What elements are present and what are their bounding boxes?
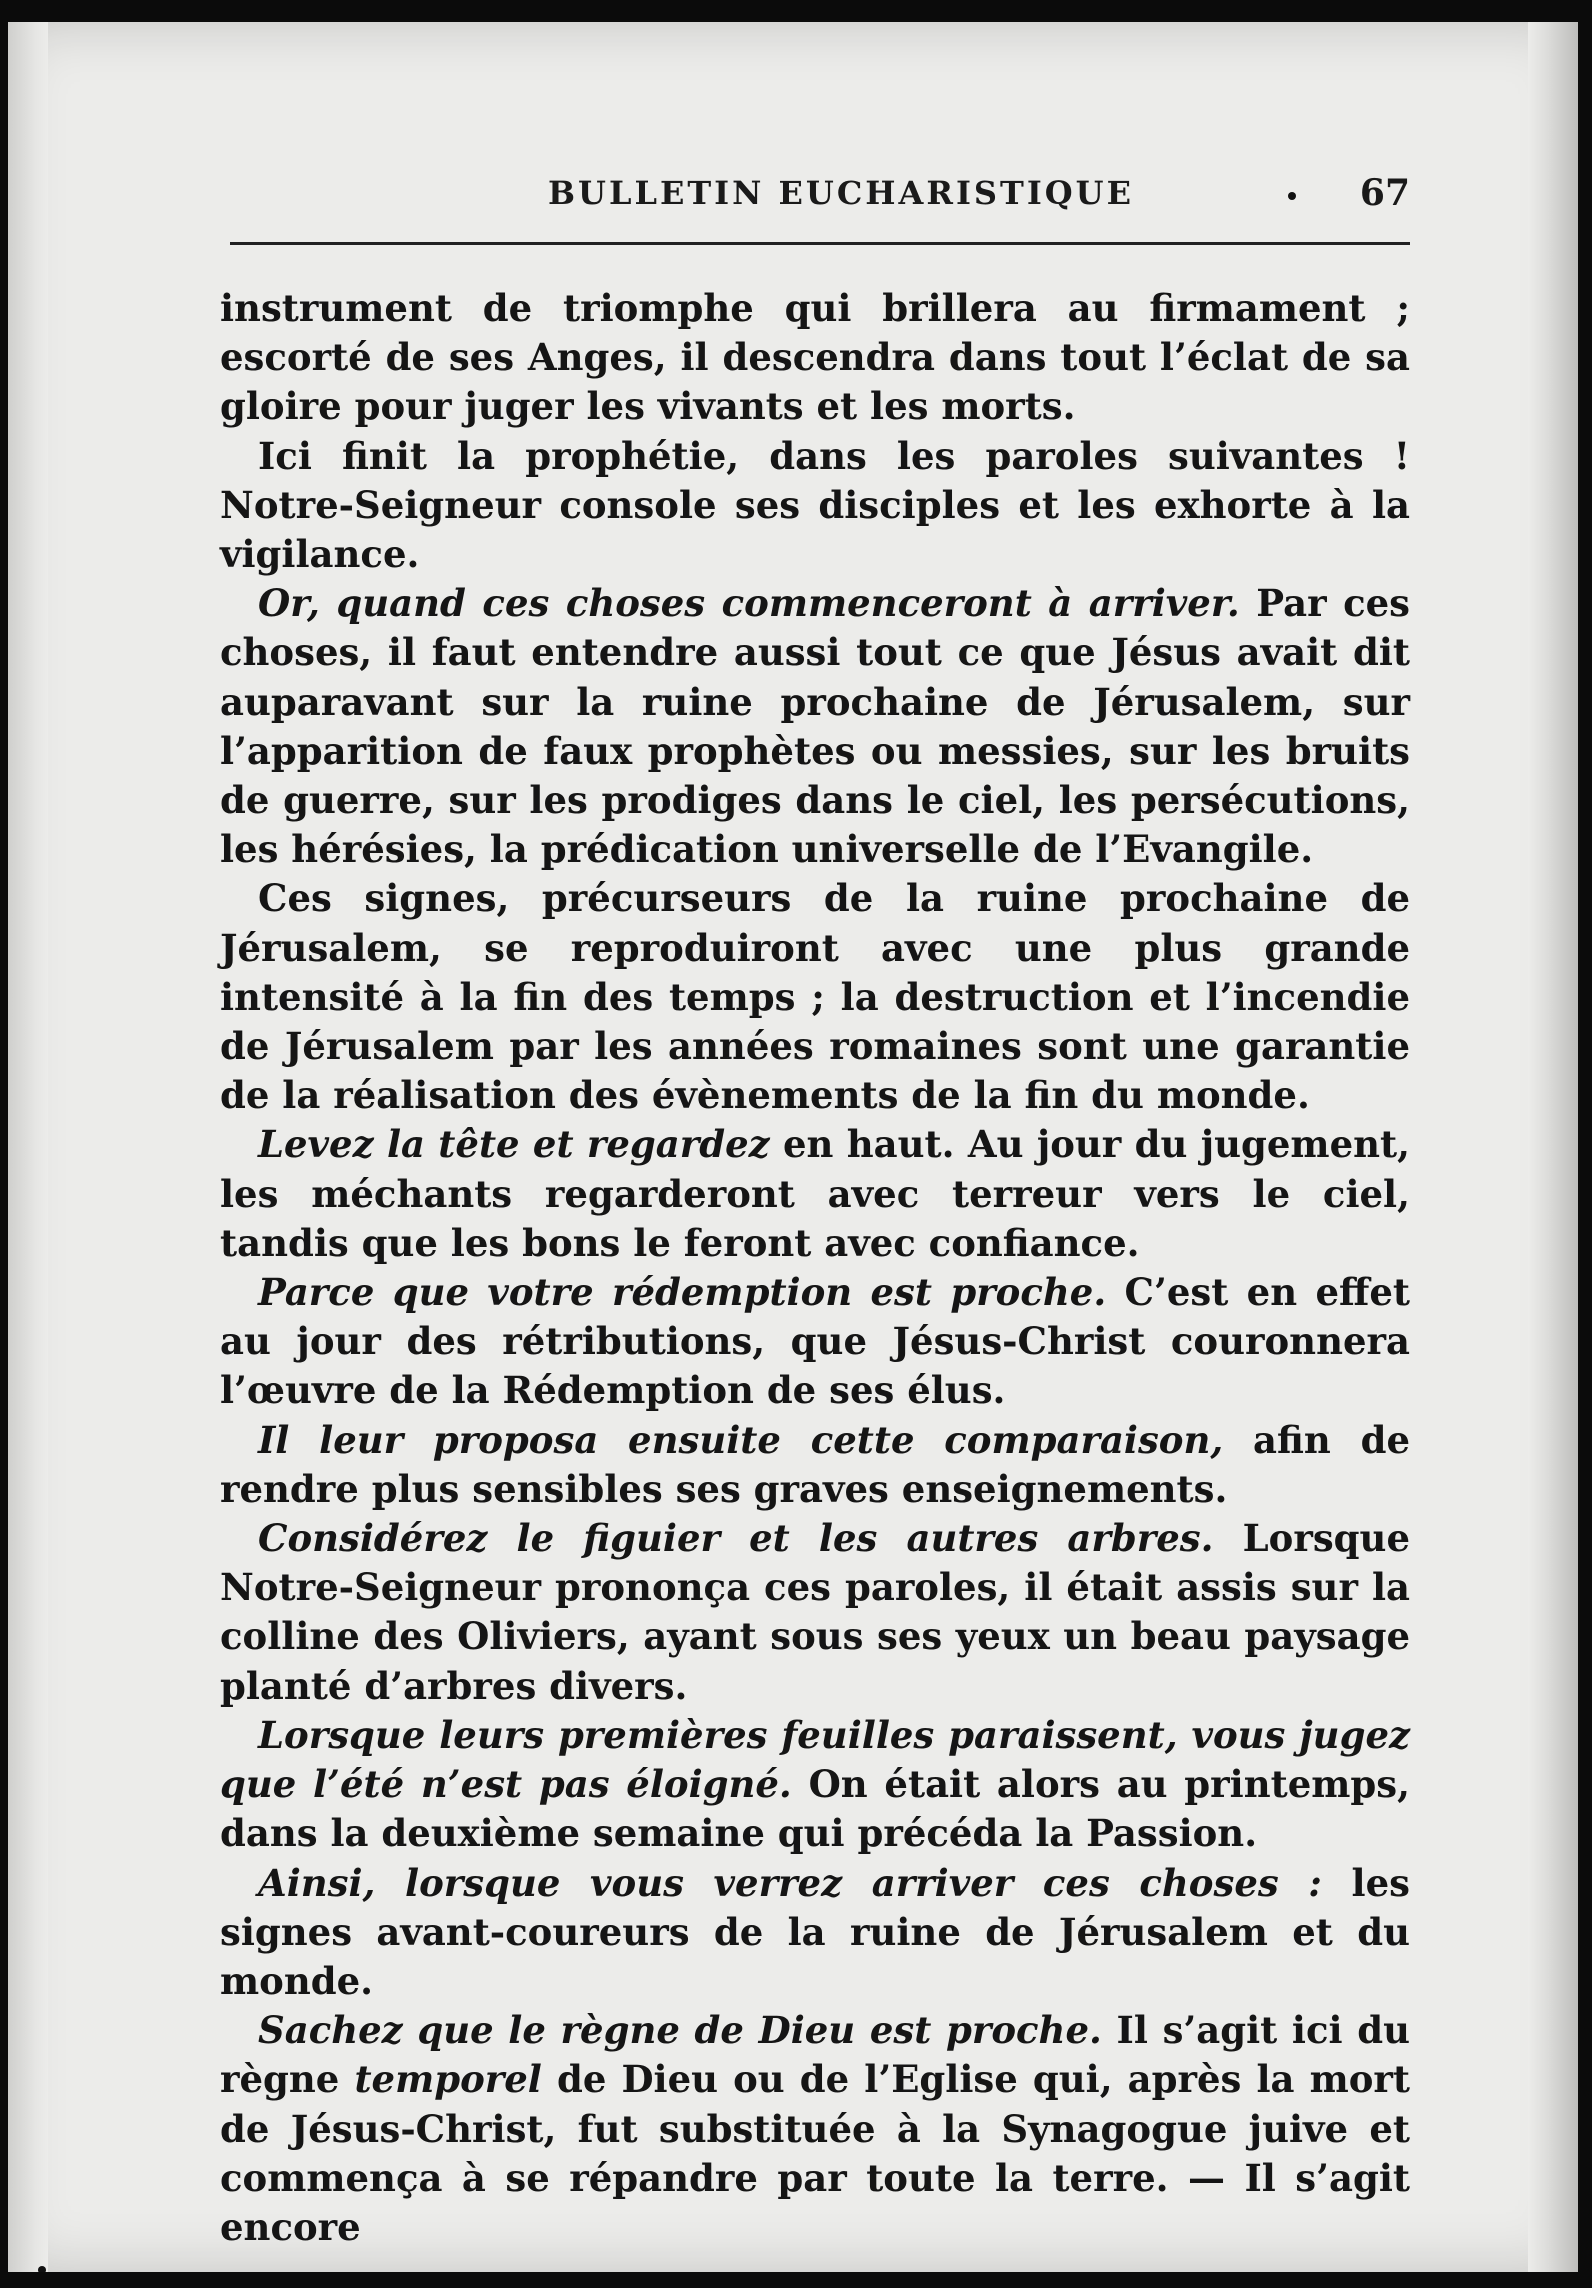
paragraph-2	[220, 432, 1410, 580]
page-header	[230, 150, 1410, 214]
paragraph-text: Par ces choses, il faut entendre aussi tout ce que Jésus avait dit auparavant sur la ruine prochaine de Jérusalem, sur l’apparition de faux prophètes ou messies, sur les bruits de guerre, sur les prodiges dans le ciel, les persécutions, les hérésies, la prédication universelle de l’Evangile.	[220, 581, 1410, 872]
paragraph-text: Lorsque Notre-Seigneur prononça ces paroles, il était assis sur la colline des Oliviers, ayant sous ses yeux un beau paysage planté d’arbres divers.	[220, 1516, 1410, 1708]
italic-word: temporel	[354, 2057, 542, 2102]
header-rule	[230, 242, 1410, 245]
italic-lead: Considérez le figuier et les autres arbres.	[258, 1516, 1214, 1561]
italic-lead: Sachez que le règne de Dieu est proche.	[258, 2008, 1102, 2053]
page-left-edge-shadow	[8, 22, 48, 2272]
paragraph-text: On était alors au printemps, dans la deuxième semaine qui précéda la Passion.	[220, 1762, 1410, 1856]
italic-lead: Ainsi, lorsque vous verrez arriver ces choses :	[258, 1860, 1322, 1905]
italic-lead: Levez la tête et regardez	[258, 1122, 770, 1167]
paragraph-text: C’est en effet au jour des rétributions, que Jésus-Christ couronnera l’œuvre de la Rédemption de ses élus.	[220, 1270, 1411, 1413]
paragraph-text: Ces signes, précurseurs de la ruine prochaine de Jérusalem, se reproduiront avec une plus grande intensité à la fin des temps ; la destruction et l’incendie de Jérusalem par les années romaines sont une garantie de la réalisation des évènements de la fin du monde.	[220, 876, 1410, 1118]
scanned-page	[8, 22, 1578, 2272]
paragraph-text: en haut. Au jour du jugement, les méchants regarderont avec terreur vers le ciel, tandis que les bons le feront avec confiance.	[220, 1122, 1410, 1265]
page-number: 67	[1359, 172, 1410, 214]
paragraph-text: Ici finit la prophétie, dans les paroles suivantes ! Notre-Seigneur console ses disciples et les exhorte à la vigilance.	[220, 433, 1410, 577]
paragraph-11	[220, 2006, 1410, 2252]
paragraph-3	[220, 579, 1410, 874]
paragraph-text: les signes avant-coureurs de la ruine de Jérusalem et du monde.	[220, 1860, 1410, 2003]
italic-lead: Il leur proposa ensuite cette comparaison,	[258, 1417, 1224, 1462]
italic-lead: Lorsque leurs premières feuilles paraissent, vous jugez que l’été n’est pas éloigné.	[220, 1712, 1410, 1807]
scan-speck	[38, 2266, 46, 2272]
paragraph-text: de Dieu ou de l’Eglise qui, après la mort de Jésus-Christ, fut substituée à la Synagogue juive et commença à se répandre par toute la terre. — Il s’agit encore	[220, 2057, 1410, 2249]
paragraph-1	[220, 284, 1410, 432]
paragraph-text: Il s’agit ici du règne	[220, 2008, 1410, 2102]
italic-lead: Or, quand ces choses commenceront à arriver.	[258, 581, 1240, 626]
paragraph-10	[220, 1859, 1410, 2007]
paragraph-text: instrument de triomphe qui brillera au firmament ; escorté de ses Anges, il descendra dans tout l’éclat de sa gloire pour juger les vivants et les morts.	[220, 286, 1410, 429]
italic-lead: Parce que votre rédemption est proche.	[258, 1270, 1107, 1315]
paragraph-7	[220, 1416, 1410, 1514]
paragraph-4	[220, 874, 1410, 1120]
running-title: BULLETIN EUCHARISTIQUE	[548, 174, 1134, 212]
paragraph-text: afin de rendre plus sensibles ses graves enseignements.	[220, 1417, 1411, 1511]
paragraph-6	[220, 1268, 1410, 1416]
paragraph-9	[220, 1711, 1410, 1859]
scan-speck	[1288, 192, 1296, 200]
body-text	[220, 284, 1410, 2252]
paragraph-5	[220, 1120, 1410, 1268]
page-right-edge-shadow	[1528, 22, 1578, 2272]
paragraph-8	[220, 1514, 1410, 1711]
